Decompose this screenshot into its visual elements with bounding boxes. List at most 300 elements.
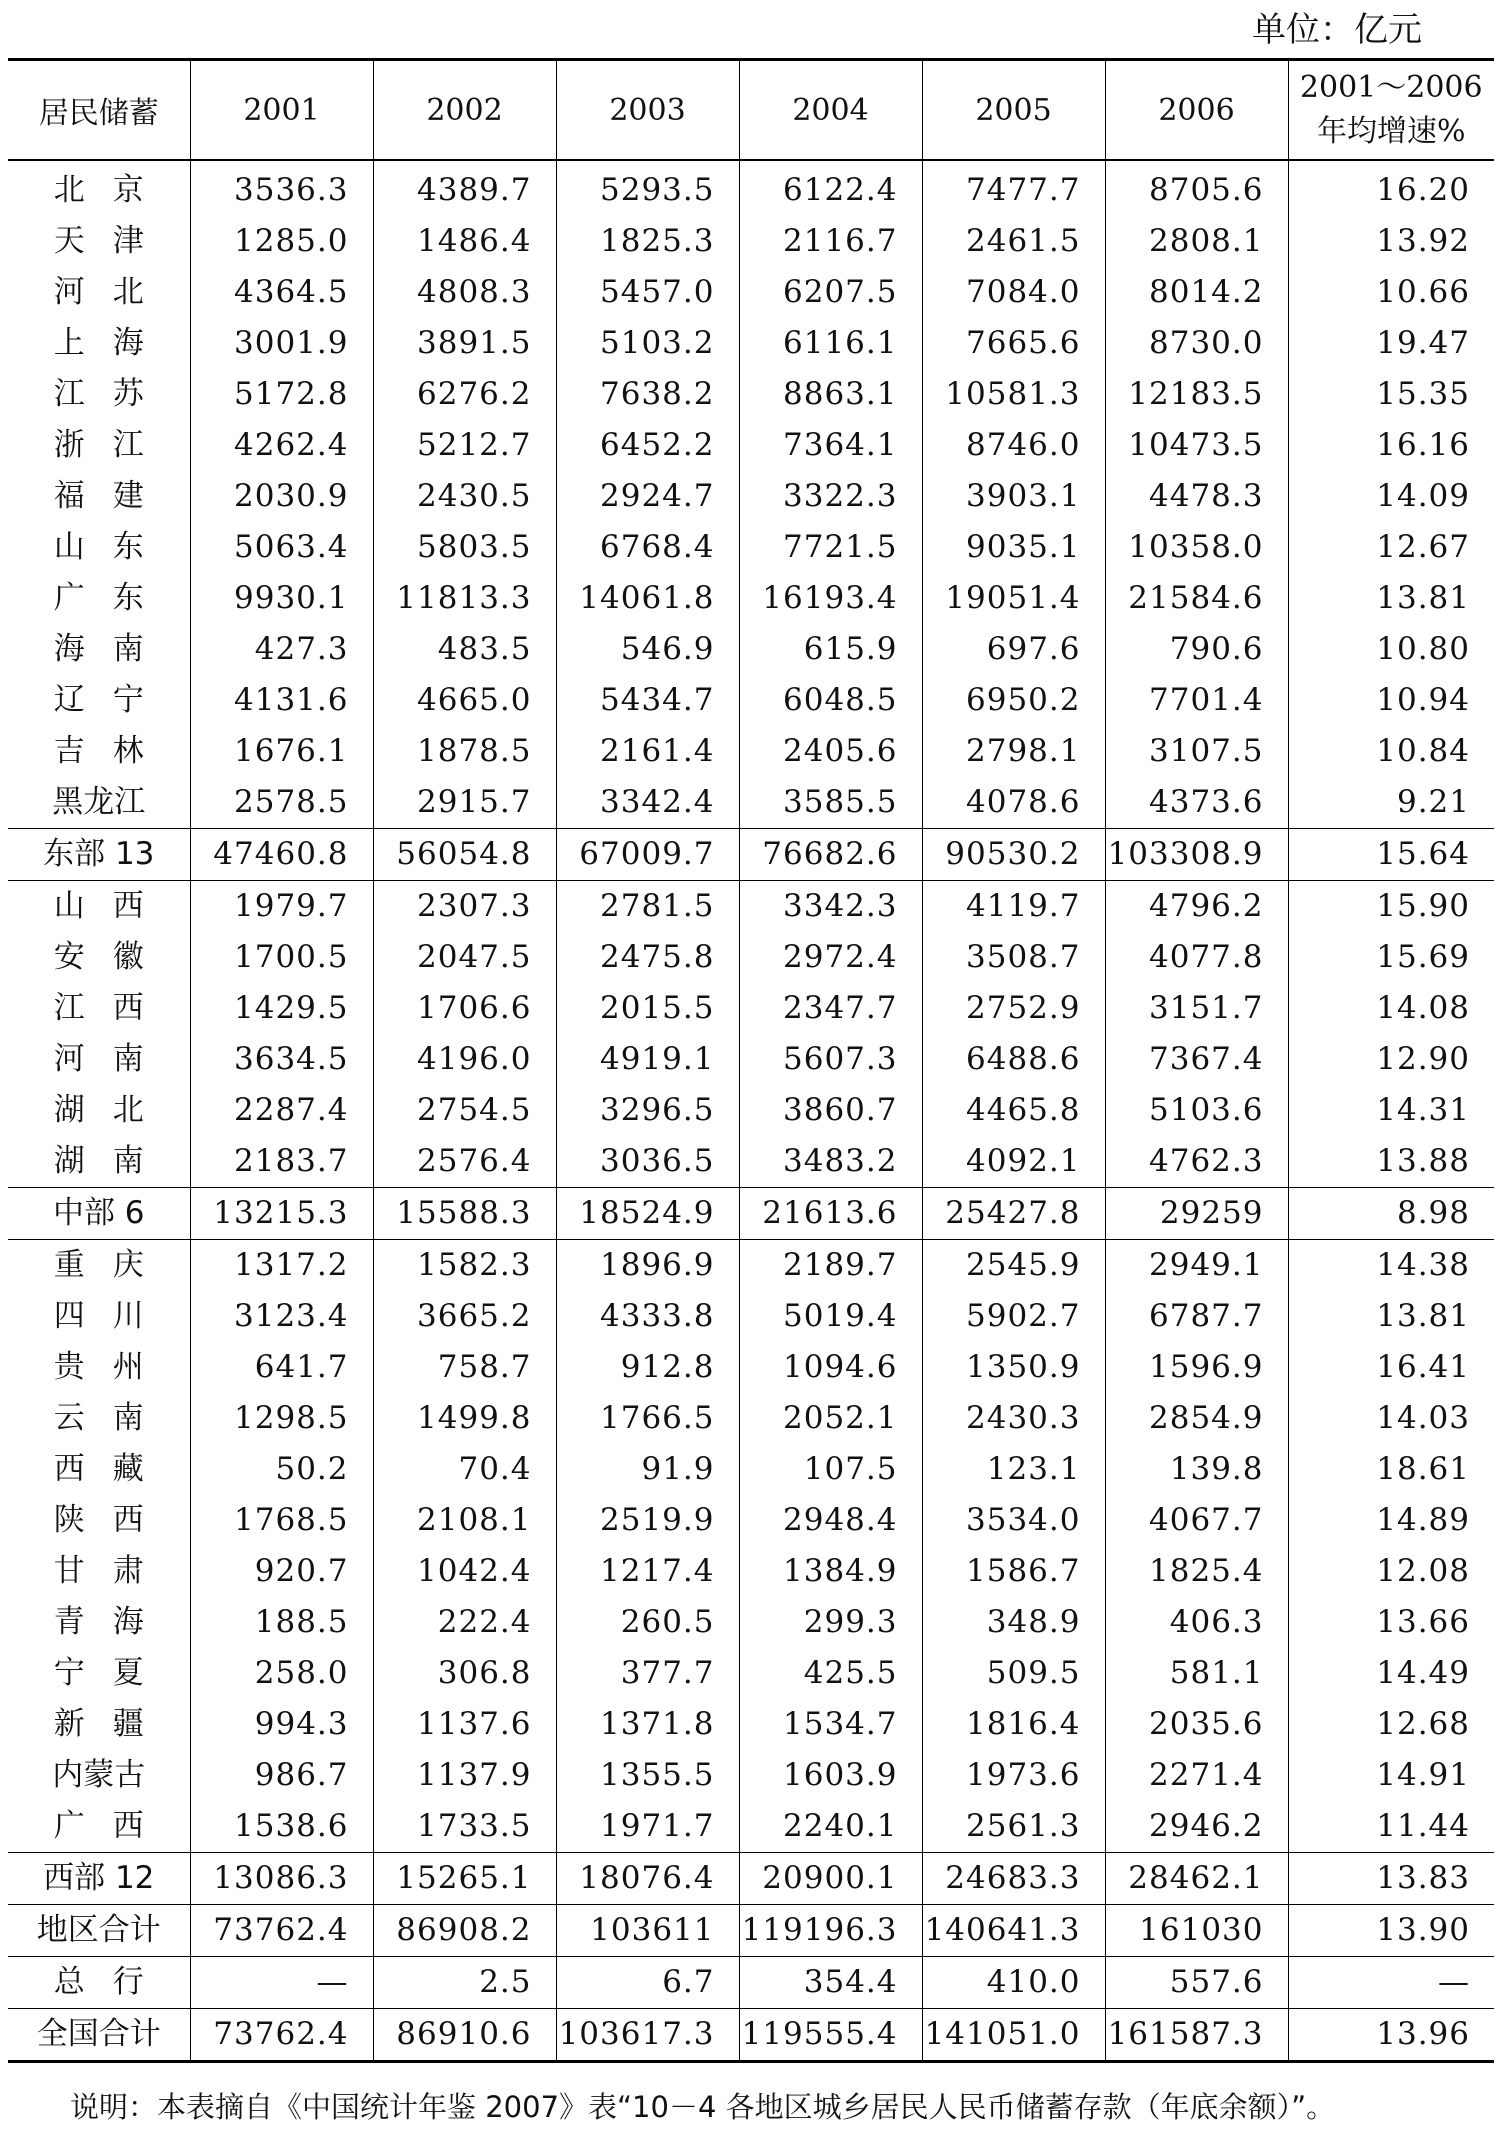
savings-value-cell: 5434.7 [556,675,739,726]
savings-value-cell: 1534.7 [739,1699,922,1750]
growth-rate-cell: 16.16 [1288,420,1494,471]
region-name: 中部 6 [8,1188,190,1240]
header-2003: 2003 [556,60,739,161]
savings-value-cell: 406.3 [1105,1597,1288,1648]
region-name: 重庆 [53,1247,172,1283]
savings-value-cell: 615.9 [739,624,922,675]
region-name: 江苏 [53,376,172,412]
savings-value-cell: 3536.3 [190,160,373,216]
table-row [8,573,1494,624]
savings-value-cell: 50.2 [190,1444,373,1495]
table-row [8,1393,1494,1444]
header-row [8,60,1494,161]
savings-value-cell: 5172.8 [190,369,373,420]
savings-value-cell: 4796.2 [1105,881,1288,933]
savings-value-cell: 2972.4 [739,932,922,983]
savings-value-cell: 5457.0 [556,267,739,318]
savings-value-cell: 1298.5 [190,1393,373,1444]
savings-value-cell: 73762.4 [190,2009,373,2062]
table-row [8,522,1494,573]
savings-value-cell: 3891.5 [373,318,556,369]
table-row [8,777,1494,829]
savings-value-cell: 90530.2 [922,829,1105,881]
region-name: 河南 [53,1041,172,1077]
savings-value-cell: 2430.5 [373,471,556,522]
savings-value-cell: 123.1 [922,1444,1105,1495]
growth-rate-cell: 13.81 [1288,573,1494,624]
savings-value-cell: 2347.7 [739,983,922,1034]
savings-value-cell: 18524.9 [556,1188,739,1240]
table-row [8,932,1494,983]
savings-value-cell: 2915.7 [373,777,556,829]
savings-value-cell: 2.5 [373,1957,556,2009]
region-name: 北京 [53,172,172,208]
savings-value-cell: 1350.9 [922,1342,1105,1393]
savings-value-cell: 1499.8 [373,1393,556,1444]
savings-value-cell: 306.8 [373,1648,556,1699]
savings-value-cell: 103308.9 [1105,829,1288,881]
savings-value-cell: 8730.0 [1105,318,1288,369]
table-row [8,1240,1494,1292]
growth-rate-cell: 15.64 [1288,829,1494,881]
savings-value-cell: 6950.2 [922,675,1105,726]
savings-value-cell: 4364.5 [190,267,373,318]
savings-value-cell: 20900.1 [739,1853,922,1905]
savings-value-cell: 161587.3 [1105,2009,1288,2062]
savings-value-cell: 8746.0 [922,420,1105,471]
savings-value-cell: 5103.6 [1105,1085,1288,1136]
region-name: 河北 [53,274,172,310]
savings-value-cell: 7701.4 [1105,675,1288,726]
savings-value-cell: 6768.4 [556,522,739,573]
region-name: 总行 [8,1957,190,2009]
table-row [8,216,1494,267]
savings-value-cell: 377.7 [556,1648,739,1699]
growth-rate-cell: 16.41 [1288,1342,1494,1393]
growth-rate-cell: 14.03 [1288,1393,1494,1444]
region-name: 云南 [53,1400,172,1436]
savings-value-cell: 3483.2 [739,1136,922,1188]
savings-value-cell: 4077.8 [1105,932,1288,983]
savings-value-cell: 18076.4 [556,1853,739,1905]
growth-rate-cell: 12.90 [1288,1034,1494,1085]
region-name: 西部 12 [8,1853,190,1905]
table-row [8,983,1494,1034]
growth-rate-cell: 13.81 [1288,1291,1494,1342]
table-row [8,1136,1494,1188]
savings-value-cell: 1768.5 [190,1495,373,1546]
savings-value-cell: 1971.7 [556,1801,739,1853]
savings-value-cell: 1586.7 [922,1546,1105,1597]
savings-value-cell: 11813.3 [373,573,556,624]
savings-value-cell: 13215.3 [190,1188,373,1240]
savings-value-cell: 6787.7 [1105,1291,1288,1342]
savings-value-cell: 2287.4 [190,1085,373,1136]
savings-value-cell: 1355.5 [556,1750,739,1801]
savings-value-cell: 103611 [556,1905,739,1957]
region-name: 地区合计 [8,1905,190,1957]
savings-value-cell: 2854.9 [1105,1393,1288,1444]
savings-value-cell: 21613.6 [739,1188,922,1240]
savings-value-cell: 107.5 [739,1444,922,1495]
savings-value-cell: 10473.5 [1105,420,1288,471]
table-row [8,881,1494,933]
savings-value-cell: 7367.4 [1105,1034,1288,1085]
savings-value-cell: 2578.5 [190,777,373,829]
savings-value-cell: 3296.5 [556,1085,739,1136]
savings-value-cell: 3585.5 [739,777,922,829]
savings-value-cell: 9035.1 [922,522,1105,573]
region-name: 四川 [53,1298,172,1334]
savings-value-cell: 3151.7 [1105,983,1288,1034]
savings-value-cell: 70.4 [373,1444,556,1495]
savings-value-cell: 2052.1 [739,1393,922,1444]
savings-value-cell: 1706.6 [373,983,556,1034]
savings-value-cell: 348.9 [922,1597,1105,1648]
savings-value-cell: 6.7 [556,1957,739,2009]
savings-value-cell: 2808.1 [1105,216,1288,267]
savings-value-cell: 9930.1 [190,573,373,624]
header-growth-period: 2001～2006 [1299,70,1483,105]
savings-value-cell: 920.7 [190,1546,373,1597]
growth-rate-cell: 12.08 [1288,1546,1494,1597]
region-name: 天津 [53,223,172,259]
header-2002: 2002 [373,60,556,161]
table-row [8,420,1494,471]
savings-value-cell: 5019.4 [739,1291,922,1342]
savings-value-cell: 73762.4 [190,1905,373,1957]
growth-rate-cell: 15.35 [1288,369,1494,420]
savings-value-cell: 119196.3 [739,1905,922,1957]
savings-value-cell: 2189.7 [739,1240,922,1292]
savings-value-cell: 7721.5 [739,522,922,573]
savings-value-cell: 2240.1 [739,1801,922,1853]
savings-value-cell: 1825.3 [556,216,739,267]
header-2005: 2005 [922,60,1105,161]
savings-value-cell: 3903.1 [922,471,1105,522]
savings-value-cell: 1603.9 [739,1750,922,1801]
region-name: 新疆 [53,1706,172,1742]
growth-rate-cell: 14.89 [1288,1495,1494,1546]
region-name: 宁夏 [53,1655,172,1691]
table-row [8,1188,1494,1240]
table-row [8,675,1494,726]
savings-value-cell: 6452.2 [556,420,739,471]
savings-value-cell: 581.1 [1105,1648,1288,1699]
savings-value-cell: 14061.8 [556,573,739,624]
savings-value-cell: 6276.2 [373,369,556,420]
growth-rate-cell: 13.83 [1288,1853,1494,1905]
region-name: 广西 [53,1808,172,1844]
growth-rate-cell: 13.88 [1288,1136,1494,1188]
savings-value-cell: 2946.2 [1105,1801,1288,1853]
savings-value-cell: 119555.4 [739,2009,922,2062]
savings-value-cell: 1137.6 [373,1699,556,1750]
growth-rate-cell: 10.66 [1288,267,1494,318]
savings-value-cell: 3634.5 [190,1034,373,1085]
table-row [8,2009,1494,2062]
region-name: 吉林 [53,733,172,769]
table-row [8,1699,1494,1750]
savings-value-cell: 2183.7 [190,1136,373,1188]
unit-label: 单位：亿元 [1252,10,1422,50]
savings-value-cell: 5293.5 [556,160,739,216]
savings-value-cell: 790.6 [1105,624,1288,675]
savings-value-cell: 8705.6 [1105,160,1288,216]
savings-value-cell: 483.5 [373,624,556,675]
savings-value-cell: 299.3 [739,1597,922,1648]
savings-value-cell: 4196.0 [373,1034,556,1085]
table-row [8,624,1494,675]
savings-value-cell: 15588.3 [373,1188,556,1240]
savings-value-cell: 19051.4 [922,573,1105,624]
savings-value-cell: 10581.3 [922,369,1105,420]
savings-value-cell: 1816.4 [922,1699,1105,1750]
savings-value-cell: 2161.4 [556,726,739,777]
table-row [8,369,1494,420]
table-row [8,1801,1494,1853]
savings-value-cell: 1371.8 [556,1699,739,1750]
region-name: 全国合计 [8,2009,190,2062]
savings-value-cell: 1973.6 [922,1750,1105,1801]
savings-value-cell: 76682.6 [739,829,922,881]
savings-value-cell: 4092.1 [922,1136,1105,1188]
savings-value-cell: 1766.5 [556,1393,739,1444]
table-row [8,1853,1494,1905]
savings-value-cell: 140641.3 [922,1905,1105,1957]
savings-value-cell: 1486.4 [373,216,556,267]
savings-value-cell: 1137.9 [373,1750,556,1801]
savings-value-cell: 697.6 [922,624,1105,675]
savings-value-cell: 2047.5 [373,932,556,983]
savings-value-cell: 56054.8 [373,829,556,881]
savings-value-cell: 354.4 [739,1957,922,2009]
region-name: 贵州 [53,1349,172,1385]
region-name: 山东 [53,529,172,565]
region-name: 福建 [53,478,172,514]
savings-value-cell: 222.4 [373,1597,556,1648]
growth-rate-cell: 12.68 [1288,1699,1494,1750]
savings-value-cell: 141051.0 [922,2009,1105,2062]
savings-value-cell: 3665.2 [373,1291,556,1342]
table-row [8,1085,1494,1136]
header-2004: 2004 [739,60,922,161]
savings-value-cell: 4762.3 [1105,1136,1288,1188]
savings-value-cell: 4373.6 [1105,777,1288,829]
savings-value-cell: 3342.4 [556,777,739,829]
region-name: 黑龙江 [52,784,146,820]
savings-value-cell: 5103.2 [556,318,739,369]
table-row [8,1905,1494,1957]
savings-value-cell: 3860.7 [739,1085,922,1136]
growth-rate-cell: 12.67 [1288,522,1494,573]
region-name: 广东 [53,580,172,616]
savings-value-cell: 2035.6 [1105,1699,1288,1750]
savings-value-cell: 5063.4 [190,522,373,573]
savings-value-cell: 994.3 [190,1699,373,1750]
savings-value-cell: 24683.3 [922,1853,1105,1905]
savings-value-cell: 2271.4 [1105,1750,1288,1801]
growth-rate-cell: 13.90 [1288,1905,1494,1957]
growth-rate-cell: 13.96 [1288,2009,1494,2062]
table-row [8,1444,1494,1495]
savings-value-cell: 3001.9 [190,318,373,369]
table-row [8,1291,1494,1342]
savings-value-cell: 1094.6 [739,1342,922,1393]
savings-value-cell: 912.8 [556,1342,739,1393]
growth-rate-cell: 15.90 [1288,881,1494,933]
savings-value-cell: 2754.5 [373,1085,556,1136]
growth-rate-cell: 15.69 [1288,932,1494,983]
savings-value-cell: 161030 [1105,1905,1288,1957]
savings-value-cell: 8863.1 [739,369,922,420]
savings-value-cell: 2430.3 [922,1393,1105,1444]
region-name: 浙江 [53,427,172,463]
savings-value-cell: 6048.5 [739,675,922,726]
table-row [8,829,1494,881]
growth-rate-cell: 16.20 [1288,160,1494,216]
savings-value-cell: 1582.3 [373,1240,556,1292]
savings-value-cell: 6488.6 [922,1034,1105,1085]
savings-value-cell: 2798.1 [922,726,1105,777]
savings-value-cell: 546.9 [556,624,739,675]
savings-value-cell: 260.5 [556,1597,739,1648]
savings-value-cell: 4808.3 [373,267,556,318]
table-row [8,1495,1494,1546]
header-2001: 2001 [190,60,373,161]
savings-value-cell: 2576.4 [373,1136,556,1188]
savings-value-cell: 1596.9 [1105,1342,1288,1393]
savings-value-cell: 12183.5 [1105,369,1288,420]
savings-value-cell: 4389.7 [373,160,556,216]
savings-value-cell: 4478.3 [1105,471,1288,522]
region-name: 辽宁 [53,682,172,718]
table-row [8,1957,1494,2009]
savings-value-cell: 188.5 [190,1597,373,1648]
savings-value-cell: 2924.7 [556,471,739,522]
savings-value-cell: 2519.9 [556,1495,739,1546]
savings-value-cell: 1896.9 [556,1240,739,1292]
region-name: 青海 [53,1604,172,1640]
savings-value-cell: 5212.7 [373,420,556,471]
savings-value-cell: 86910.6 [373,2009,556,2062]
growth-rate-cell: 14.91 [1288,1750,1494,1801]
growth-rate-cell: 10.94 [1288,675,1494,726]
table-row [8,1597,1494,1648]
table-row [8,1546,1494,1597]
growth-rate-cell: 18.61 [1288,1444,1494,1495]
savings-value-cell: 3508.7 [922,932,1105,983]
savings-value-cell: 5607.3 [739,1034,922,1085]
savings-value-cell: 4078.6 [922,777,1105,829]
savings-value-cell: 67009.7 [556,829,739,881]
region-name: 东部 13 [8,829,190,881]
table-row [8,1648,1494,1699]
table-row [8,1750,1494,1801]
savings-value-cell: 2307.3 [373,881,556,933]
savings-value-cell: 758.7 [373,1342,556,1393]
savings-value-cell: 2949.1 [1105,1240,1288,1292]
growth-rate-cell: 10.84 [1288,726,1494,777]
savings-value-cell: 86908.2 [373,1905,556,1957]
savings-value-cell: 3534.0 [922,1495,1105,1546]
growth-rate-cell: 14.08 [1288,983,1494,1034]
savings-value-cell: 16193.4 [739,573,922,624]
savings-value-cell: — [190,1957,373,2009]
savings-value-cell: 1429.5 [190,983,373,1034]
growth-rate-cell: 11.44 [1288,1801,1494,1853]
growth-rate-cell: 14.38 [1288,1240,1494,1292]
savings-value-cell: 557.6 [1105,1957,1288,2009]
savings-value-cell: 425.5 [739,1648,922,1699]
header-2006: 2006 [1105,60,1288,161]
savings-value-cell: 4465.8 [922,1085,1105,1136]
savings-value-cell: 5803.5 [373,522,556,573]
savings-value-cell: 6207.5 [739,267,922,318]
savings-value-cell: 7665.6 [922,318,1105,369]
savings-value-cell: 4665.0 [373,675,556,726]
region-name: 山西 [53,888,172,924]
savings-value-cell: 1384.9 [739,1546,922,1597]
growth-rate-cell: — [1288,1957,1494,2009]
savings-value-cell: 47460.8 [190,829,373,881]
savings-value-cell: 4333.8 [556,1291,739,1342]
growth-rate-cell: 13.66 [1288,1597,1494,1648]
savings-value-cell: 2116.7 [739,216,922,267]
savings-value-cell: 1285.0 [190,216,373,267]
source-note: 说明：本表摘自《中国统计年鉴 2007》表“10－4 各地区城乡居民人民币储蓄存款（年底余额）”。 [70,2090,1336,2124]
savings-value-cell: 2561.3 [922,1801,1105,1853]
savings-value-cell: 21584.6 [1105,573,1288,624]
savings-value-cell: 91.9 [556,1444,739,1495]
savings-value-cell: 4919.1 [556,1034,739,1085]
savings-value-cell: 3036.5 [556,1136,739,1188]
savings-value-cell: 2475.8 [556,932,739,983]
growth-rate-cell: 14.49 [1288,1648,1494,1699]
savings-value-cell: 1042.4 [373,1546,556,1597]
savings-value-cell: 3107.5 [1105,726,1288,777]
savings-value-cell: 28462.1 [1105,1853,1288,1905]
savings-value-cell: 1878.5 [373,726,556,777]
growth-rate-cell: 13.92 [1288,216,1494,267]
region-name: 湖北 [53,1092,172,1128]
header-region: 居民储蓄 [8,60,190,161]
region-name: 甘肃 [53,1553,172,1589]
table-row [8,471,1494,522]
region-name: 西藏 [53,1451,172,1487]
savings-value-cell: 986.7 [190,1750,373,1801]
header-growth [1288,60,1494,161]
savings-value-cell: 641.7 [190,1342,373,1393]
savings-value-cell: 2405.6 [739,726,922,777]
savings-value-cell: 103617.3 [556,2009,739,2062]
growth-rate-cell: 10.80 [1288,624,1494,675]
savings-value-cell: 139.8 [1105,1444,1288,1495]
savings-value-cell: 509.5 [922,1648,1105,1699]
savings-table [8,58,1494,2063]
savings-value-cell: 1676.1 [190,726,373,777]
savings-value-cell: 7364.1 [739,420,922,471]
savings-value-cell: 15265.1 [373,1853,556,1905]
table-body [8,160,1494,2062]
savings-value-cell: 2030.9 [190,471,373,522]
savings-value-cell: 6122.4 [739,160,922,216]
savings-value-cell: 4119.7 [922,881,1105,933]
savings-value-cell: 258.0 [190,1648,373,1699]
savings-value-cell: 2948.4 [739,1495,922,1546]
table-row [8,726,1494,777]
savings-value-cell: 8014.2 [1105,267,1288,318]
